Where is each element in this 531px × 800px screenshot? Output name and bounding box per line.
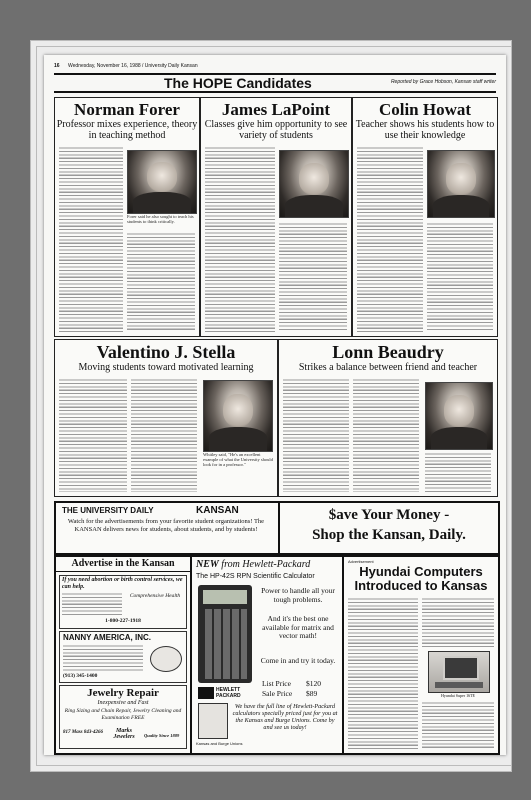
candidate-subtitle: Strikes a balance between friend and teacher bbox=[298, 362, 478, 373]
article-text bbox=[427, 222, 493, 332]
ad-lane2-text bbox=[63, 644, 143, 672]
candidate-subtitle: Classes give him opportunity to see variety of students bbox=[204, 119, 348, 141]
ad-lane3-store: Marks Jewelers bbox=[113, 728, 135, 740]
ad-lane3-addr: 817 Mass 843-4266 bbox=[63, 730, 104, 735]
candidate-subtitle: Moving students toward motivated learning bbox=[78, 362, 254, 373]
ad-hyundai bbox=[342, 555, 500, 755]
ad-hp-list-price: $120 bbox=[306, 679, 321, 688]
ad-lane1-phone: 1-800-227-1918 bbox=[105, 618, 141, 624]
ad-lane2-head: NANNY AMERICA, INC. bbox=[63, 633, 152, 642]
ad-udk-body: Watch for the advertisements from your favorite student organizations! The KANSAN delivers news for students, about students, and by students! bbox=[67, 518, 265, 533]
ad-lane1-head: If you need abortion or birth control services, we can help. bbox=[62, 577, 183, 590]
ad-hp-pitch1: Power to handle all your tough problems. bbox=[261, 586, 335, 604]
ad-hp-model: The HP-42S RPN Scientific Calculator bbox=[196, 573, 315, 580]
ad-save-line1: $ave Your Money - bbox=[328, 507, 450, 523]
article-text bbox=[357, 146, 423, 332]
running-head bbox=[54, 63, 496, 71]
candidate-name: Valentino J. Stella bbox=[96, 342, 236, 362]
ad-hp-from: from Hewlett-Packard bbox=[221, 559, 311, 570]
candidate-name: Lonn Beaudry bbox=[332, 342, 444, 362]
ad-hyundai-text bbox=[422, 701, 494, 749]
article-text bbox=[59, 146, 123, 332]
ad-lane-1 bbox=[59, 575, 187, 629]
candidate-box-lapoint bbox=[200, 97, 352, 337]
ad-lane1-name: Comprehensive Health bbox=[129, 593, 181, 599]
ad-lane-2 bbox=[59, 631, 187, 683]
page-date: Wednesday, November 16, 1988 / University Daily Kansan bbox=[68, 63, 198, 69]
ad-hp-footer: Kansas and Burge Unions bbox=[196, 741, 243, 746]
page-number: 16 bbox=[54, 63, 60, 69]
newspaper-page bbox=[44, 55, 506, 755]
ad-hp-pitch2: And it's the best one available for matrix and vector math! bbox=[262, 614, 334, 640]
candidate-photo bbox=[427, 150, 495, 218]
ad-udk-line1: THE UNIVERSITY DAILY bbox=[62, 506, 154, 515]
article-text bbox=[353, 378, 419, 492]
ad-hp-headline bbox=[196, 559, 310, 570]
ad-lane3-tag: Quality Since 1889 bbox=[144, 733, 180, 738]
candidate-name: Norman Forer bbox=[74, 100, 180, 119]
ad-hewlett-packard bbox=[190, 555, 344, 755]
ad-hp-closing: We have the full line of Hewlett-Packard calculators specially priced just for you at the Kansas and Burge Unions. Come by and see us today! bbox=[232, 703, 338, 731]
candidate-photo bbox=[203, 380, 273, 452]
ad-hp-sale-label: Sale Price bbox=[262, 689, 293, 698]
ad-advertise-kansan bbox=[54, 555, 192, 755]
ad-hp-brand: HEWLETT PACKARD bbox=[216, 687, 241, 699]
candidate-box-beaudry bbox=[278, 339, 498, 497]
ad-save-money bbox=[278, 501, 500, 555]
ad-udk-line2: KANSAN bbox=[196, 505, 239, 516]
ad-hp-pitch3: Come in and try it today. bbox=[260, 656, 336, 665]
article-text bbox=[59, 378, 127, 492]
article-text bbox=[283, 378, 349, 492]
article-text bbox=[127, 232, 195, 332]
article-text bbox=[279, 222, 347, 332]
candidate-subtitle: Professor mixes experience, theory in teaching method bbox=[56, 119, 198, 141]
calculator-icon bbox=[198, 585, 252, 683]
ad-hyundai-title: Hyundai Computers Introduced to Kansas bbox=[354, 564, 488, 593]
candidate-box-forer bbox=[54, 97, 200, 337]
candidate-name: James LaPoint bbox=[221, 100, 331, 119]
ad-hp-new: NEW bbox=[196, 559, 219, 570]
section-banner bbox=[54, 73, 496, 93]
article-text bbox=[205, 146, 275, 332]
article-text bbox=[425, 452, 491, 492]
candidate-box-stella bbox=[54, 339, 278, 497]
candidate-photo bbox=[127, 150, 197, 214]
kansas-union-logo-icon bbox=[198, 703, 228, 739]
ad-hp-list-label: List Price bbox=[262, 679, 291, 688]
article-text bbox=[131, 378, 197, 492]
ad-lane2-phone: (913) 345-1400 bbox=[63, 673, 98, 679]
ad-hyundai-caption: Hyundai Super 16TE bbox=[441, 693, 475, 698]
candidate-subtitle: Teacher shows his students how to use their knowledge bbox=[355, 119, 495, 141]
ad-lane3-head: Jewelry Repair bbox=[87, 687, 159, 699]
ad-hyundai-text bbox=[422, 597, 494, 647]
photo-caption: Whitley said, "He's an excellent example of what the University should look for in a professor." bbox=[203, 452, 273, 467]
candidate-box-howat bbox=[352, 97, 498, 337]
ad-hp-sale-price: $89 bbox=[306, 689, 318, 698]
candidate-photo bbox=[279, 150, 349, 218]
ad-advertise-header: Advertise in the Kansan bbox=[56, 557, 190, 572]
ad-hyundai-text bbox=[348, 597, 418, 749]
candidate-photo bbox=[425, 382, 493, 450]
computer-icon bbox=[428, 651, 490, 693]
ad-save-line2: Shop the Kansan, Daily. bbox=[312, 527, 466, 543]
logo-icon bbox=[150, 646, 182, 672]
hp-logo-icon bbox=[198, 687, 214, 699]
ad-lane-3 bbox=[59, 685, 187, 749]
ad-hyundai-label: Advertisement bbox=[348, 559, 374, 564]
ad-udk bbox=[54, 501, 280, 555]
ad-lane3-body: Ring Sizing and Chain Repair, Jewelry Cleaning and Examination FREE bbox=[64, 708, 182, 721]
ad-lane1-text bbox=[62, 592, 122, 616]
banner-title: The HOPE Candidates bbox=[164, 75, 312, 91]
ad-lane3-sub: Inexpensive and Fast bbox=[97, 700, 149, 706]
banner-credit: Reported by Grace Hobson, Kansan staff writer bbox=[390, 79, 496, 85]
candidate-name: Colin Howat bbox=[378, 100, 472, 119]
photo-caption: Forer said he also sought to teach his students to think critically. bbox=[127, 214, 194, 224]
